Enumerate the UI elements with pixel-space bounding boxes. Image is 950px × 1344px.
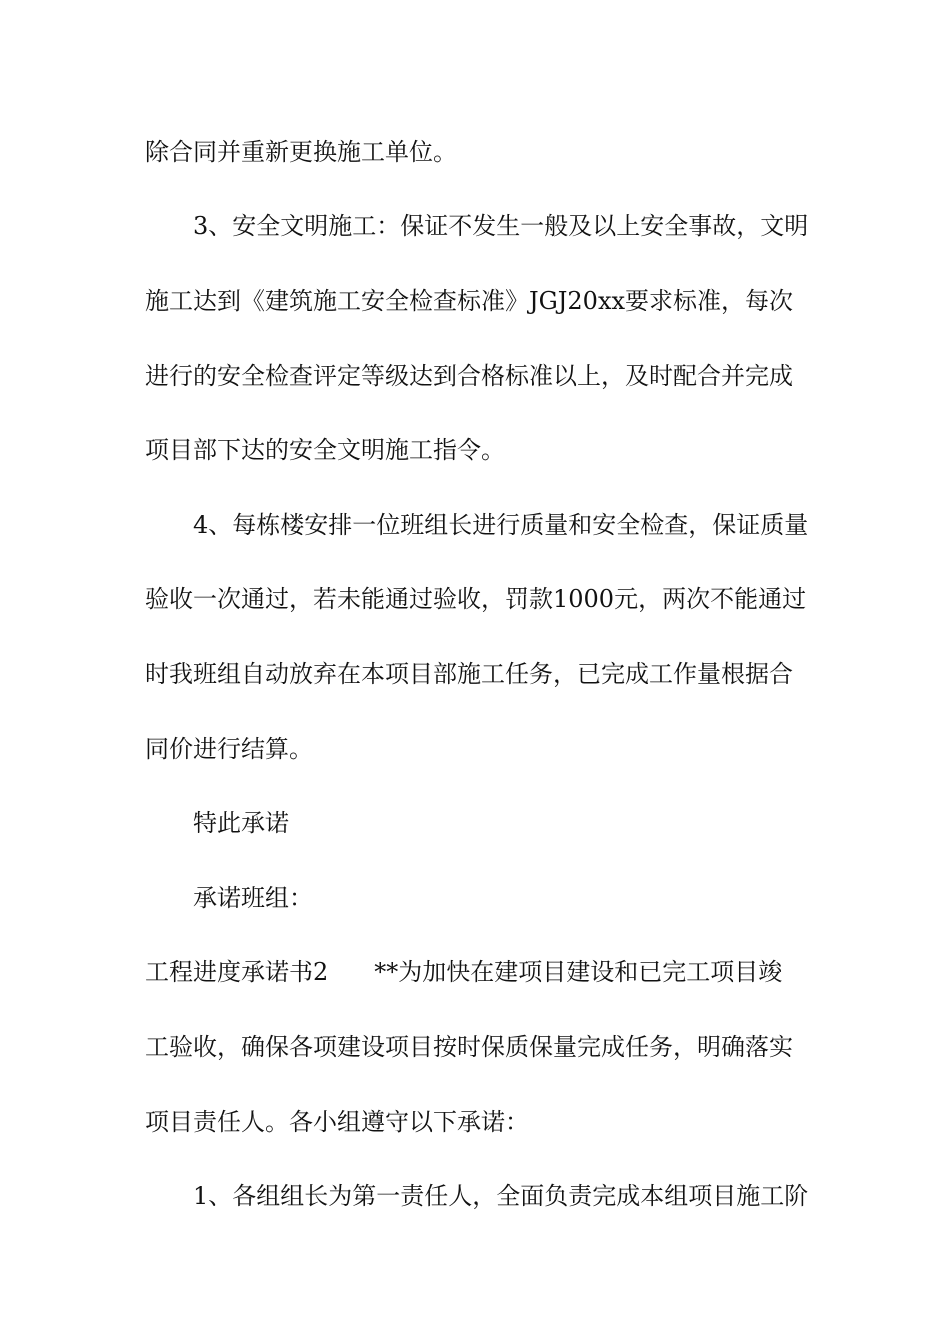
text-line: 验收一次通过，若未能通过验收，罚款1000元，两次不能通过 [145, 585, 807, 613]
text-line: 项目部下达的安全文明施工指令。 [145, 436, 505, 464]
text-line: 除合同并重新更换施工单位。 [145, 138, 457, 166]
text-line: 施工达到《建筑施工安全检查标准》JGJ20xx要求标准，每次 [145, 287, 794, 315]
text-line: 1、各组组长为第一责任人，全面负责完成本组项目施工阶 [193, 1182, 809, 1210]
section-text: **为加快在建项目建设和已完工项目竣 [374, 958, 783, 986]
text-line: 承诺班组： [193, 884, 313, 912]
text-line: 3、安全文明施工：保证不发生一般及以上安全事故，文明 [193, 212, 809, 240]
text-line: 项目责任人。各小组遵守以下承诺： [145, 1108, 529, 1136]
text-line: 时我班组自动放弃在本项目部施工任务，已完成工作量根据合 [145, 660, 793, 688]
section-title: 工程进度承诺书2 [145, 958, 329, 986]
text-line: 特此承诺 [193, 809, 289, 837]
heading-line [145, 955, 815, 989]
text-line: 工验收，确保各项建设项目按时保质保量完成任务，明确落实 [145, 1033, 793, 1061]
text-line: 进行的安全检查评定等级达到合格标准以上，及时配合并完成 [145, 362, 793, 390]
text-line: 4、每栋楼安排一位班组长进行质量和安全检查，保证质量 [193, 511, 809, 539]
text-line: 同价进行结算。 [145, 735, 313, 763]
